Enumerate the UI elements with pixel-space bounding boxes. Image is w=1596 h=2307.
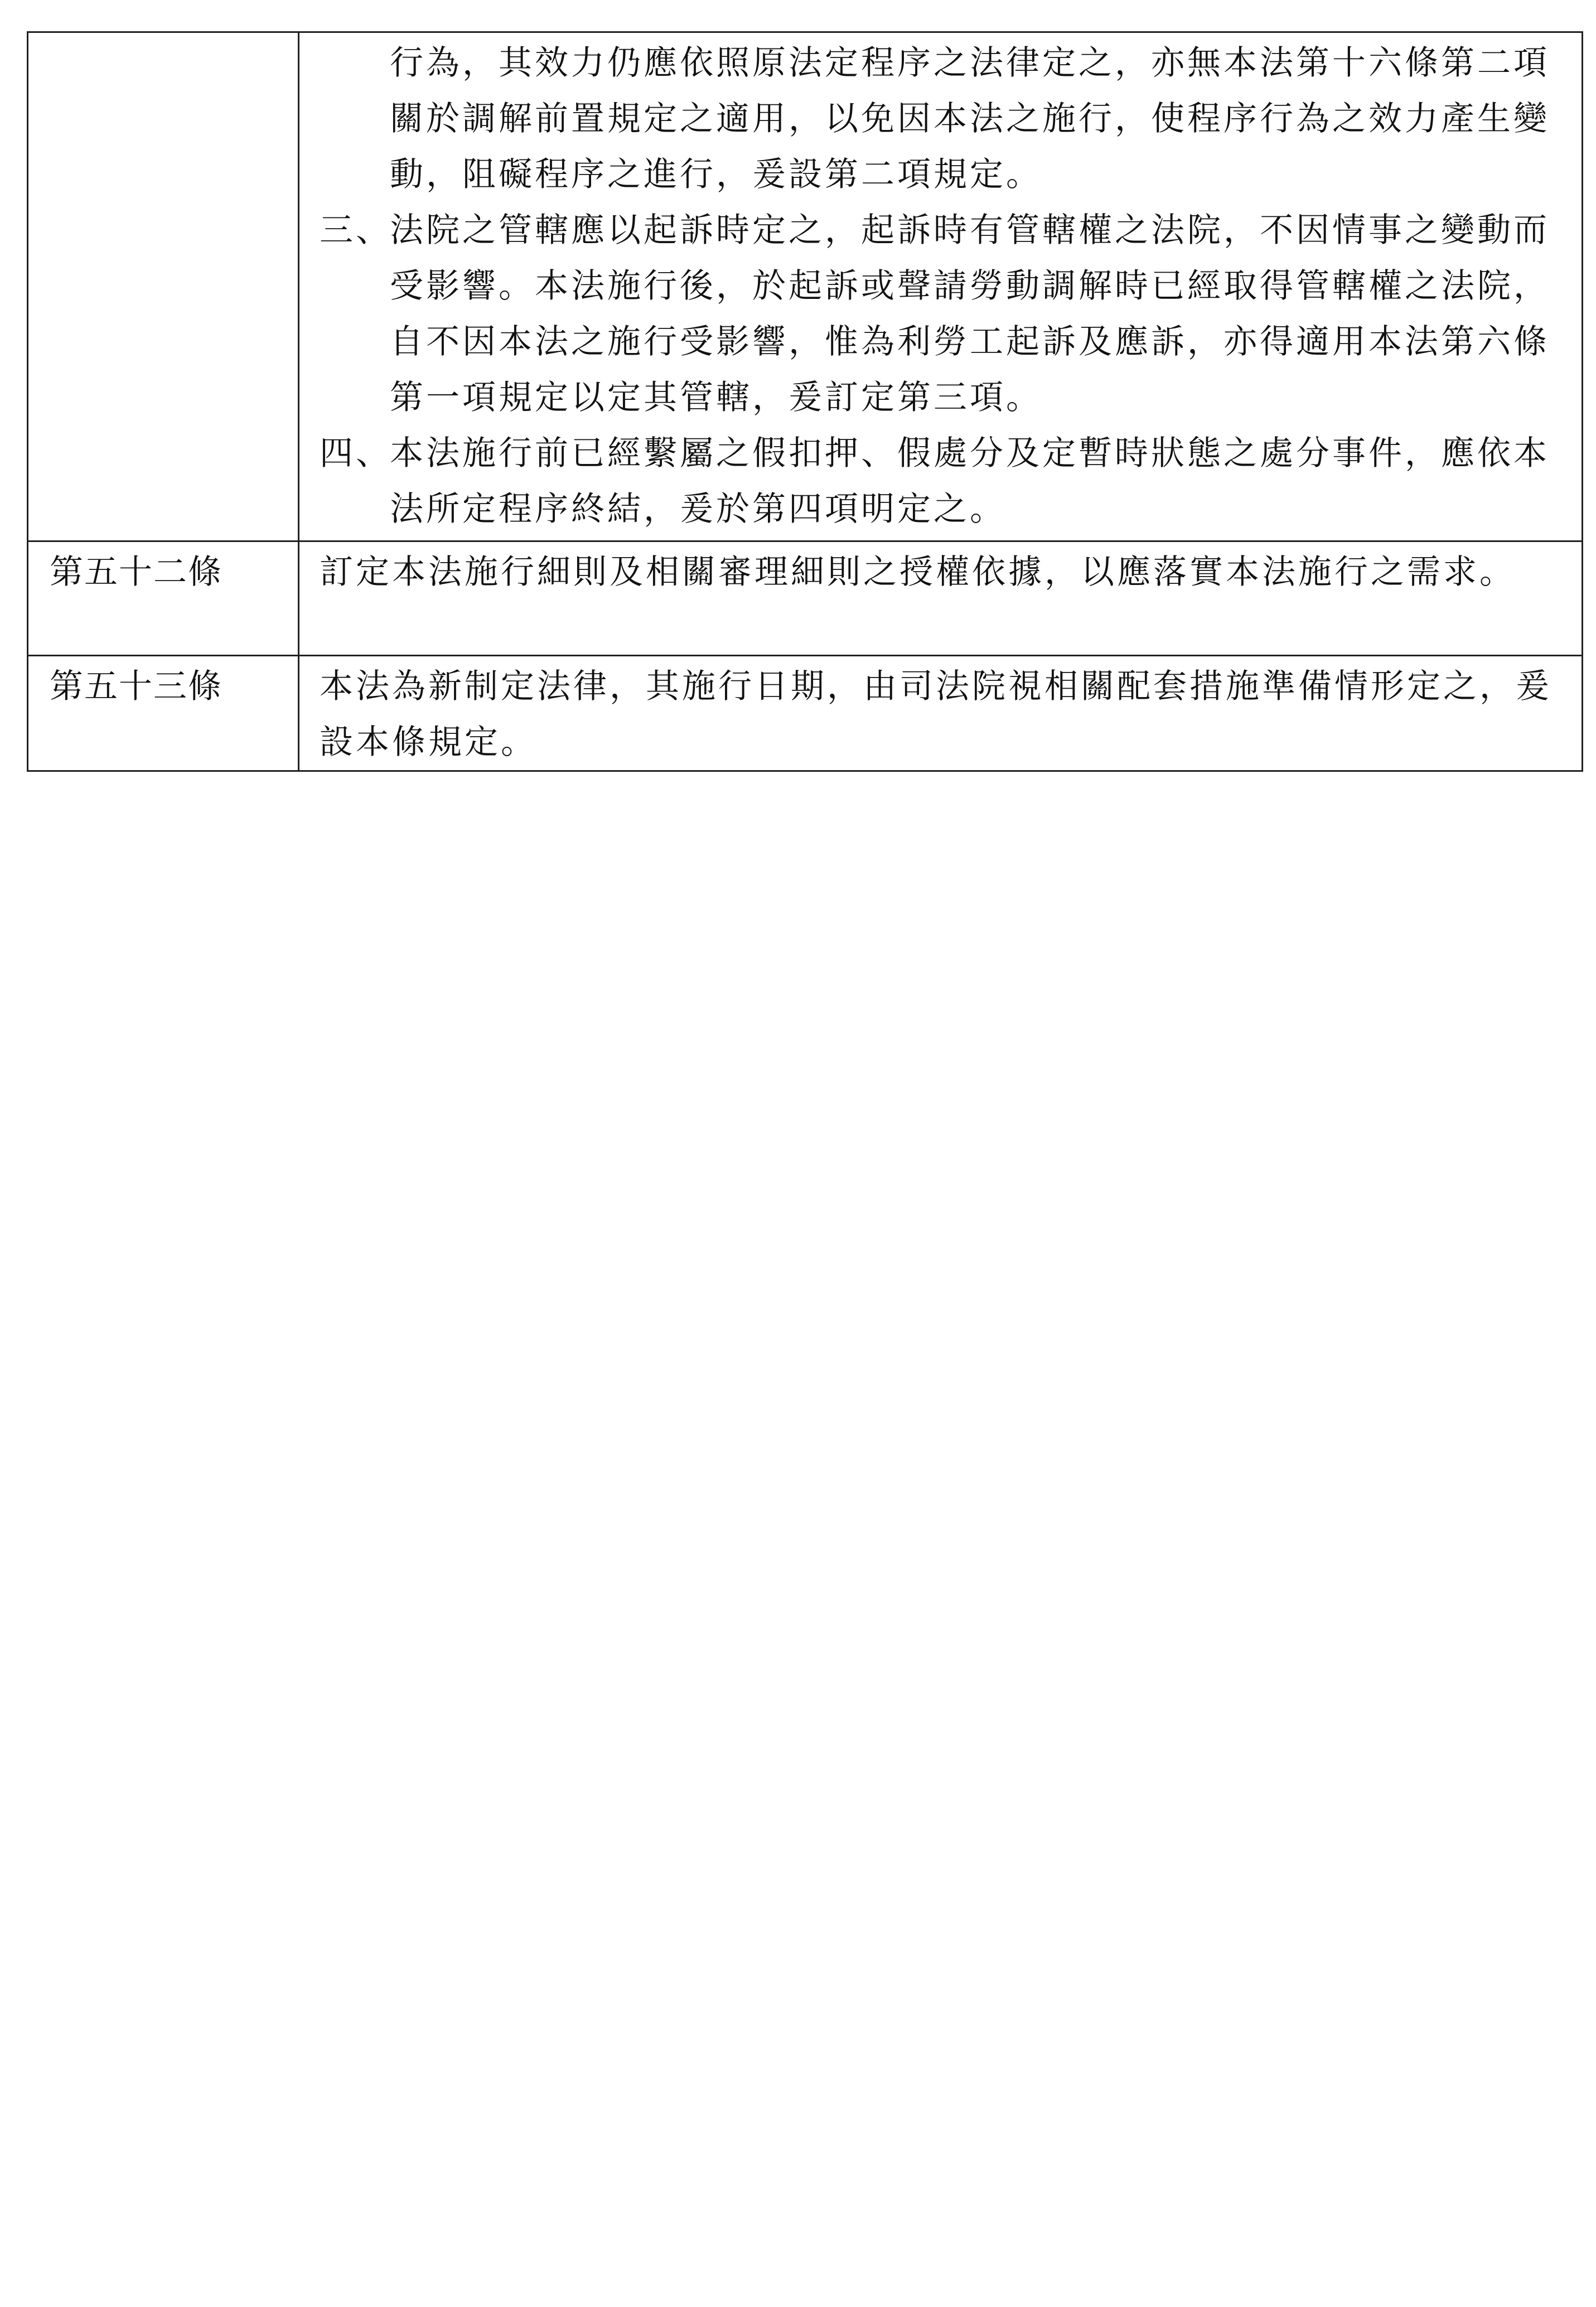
article-label [28,33,298,35]
continued-paragraph: 行為，其效力仍應依照原法定程序之法律定之，亦無本法第十六條第二項關於調解前置規定之適用，以免因本法之施行，使程序行為之效力產生變動，阻礙程序之進行，爰設第二項規定。 [390,43,1550,194]
table-row [28,32,1583,541]
article-cell-empty [28,32,299,541]
explanation-cell [299,656,1583,771]
paragraph-4 [320,425,1569,537]
article-label: 第五十三條 [50,667,223,706]
article-label: 第五十二條 [50,553,223,592]
explanation-text: 本法為新制定法律，其施行日期，由司法院視相關配套措施準備情形定之，爰設本條規定。 [320,667,1552,762]
explanation-text: 訂定本法施行細則及相關審理細則之授權依據，以應落實本法施行之需求。 [320,553,1516,592]
paragraph-number: 四、 [320,434,392,473]
table-row [28,656,1583,771]
paragraph-3 [320,202,1569,425]
table-row [28,541,1583,656]
paragraph-text: 法院之管轄應以起訴時定之，起訴時有管轄權之法院，不因情事之變動而受影響。本法施行後，於起訴或聲請勞動調解時已經取得管轄權之法院，自不因本法之施行受影響，惟為利勞工起訴及應訴，亦得適用本法第六條第一項規定以定其管轄，爰訂定第三項。 [390,211,1550,417]
paragraph-text: 本法施行前已經繫屬之假扣押、假處分及定暫時狀態之處分事件，應依本法所定程序終結，爰於第四項明定之。 [390,434,1550,529]
article-cell [28,656,299,771]
explanation-cell [299,541,1583,656]
paragraph-number: 三、 [320,211,392,250]
article-cell [28,541,299,656]
explanation-text [299,33,1582,537]
explanation-cell [299,32,1583,541]
legislative-explanation-table [27,31,1583,772]
